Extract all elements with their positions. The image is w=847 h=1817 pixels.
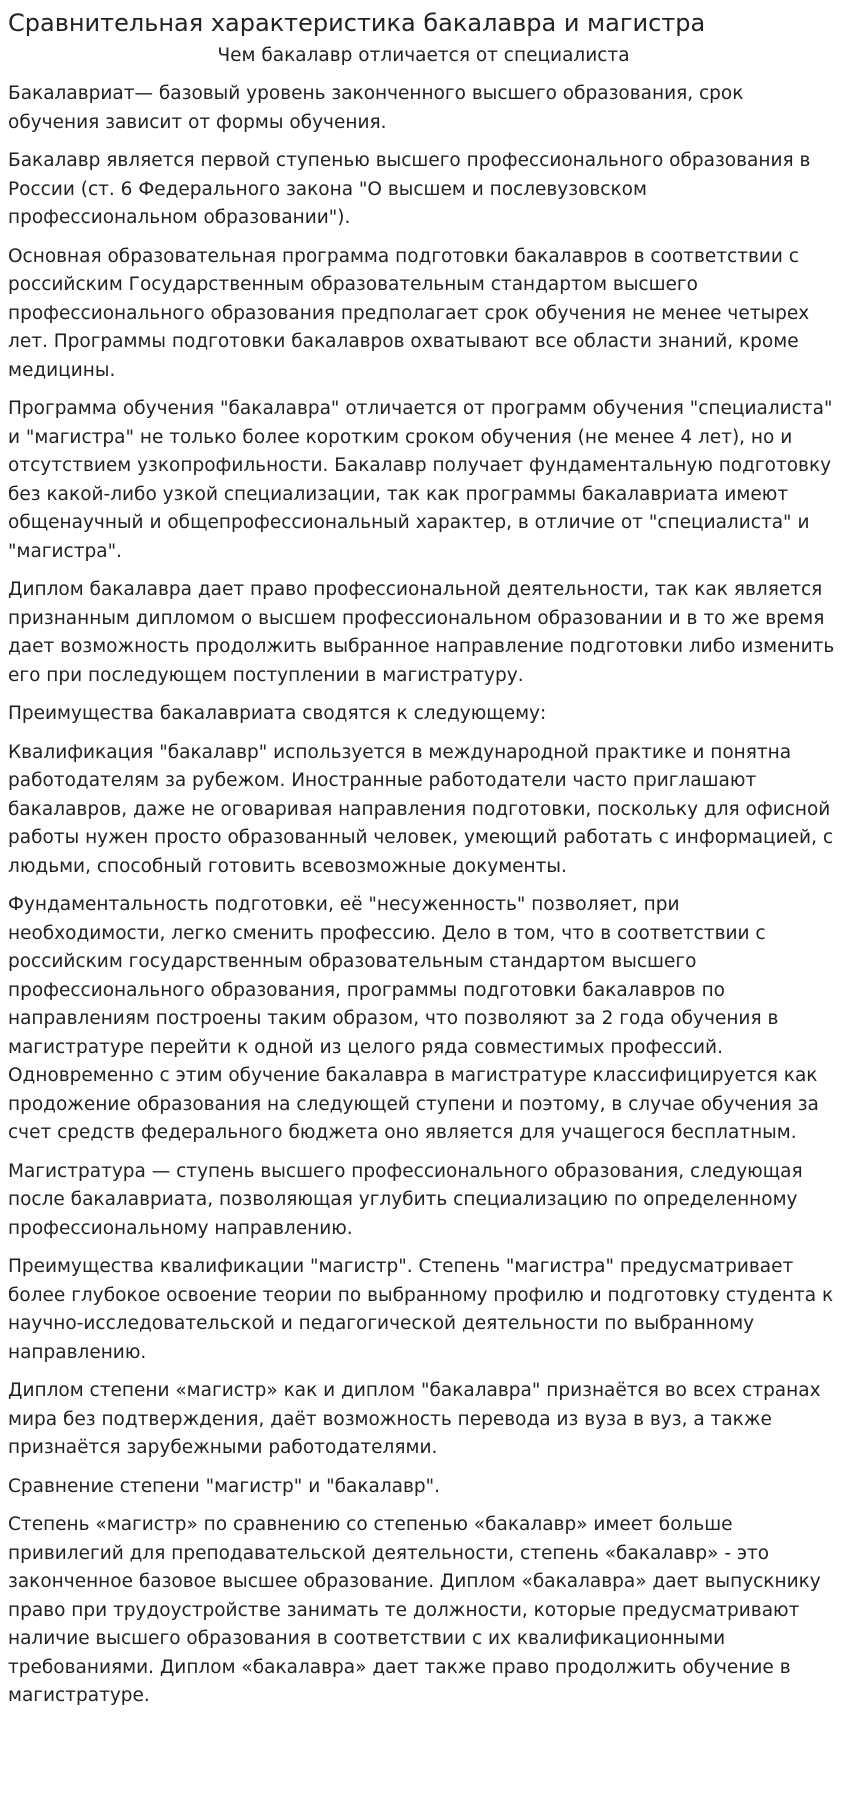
article-title: Сравнительная характеристика бакалавра и магистра	[8, 9, 706, 37]
paragraph-program-duration: Основная образовательная программа подготовки бакалавров в соответствии с российским Государственным образовательным стандартом высшего профессионального образования предполагает срок обучения не менее четырех лет. Программы подготовки бакалавров охватывают все области знаний, кроме медицины.	[8, 245, 810, 381]
paragraph-program-differences: Программа обучения "бакалавра" отличается от программ обучения "специалиста" и "магистра" не только более коротким сроком обучения (не менее 4 лет), но и отсутствием узкопрофильности. Бакалавр получает фундаментальную подготовку без какой-либо узкой специализации, так как программы бакалавриата имеют общенаучный и общепрофессиональный характер, в отличие от "специалиста" и "магистра".	[8, 398, 833, 562]
article-subtitle: Чем бакалавр отличается от специалиста	[217, 45, 630, 66]
paragraph-master-advantages: Преимущества квалификации "магистр". Степень "магистра" предусматривает более глубокое освоение теории по выбранному профилю и подготовку студента к научно-исследовательской и педагогической деятельности по выбранному направлению.	[8, 1256, 834, 1363]
paragraph-comparison-heading: Сравнение степени "магистр" и "бакалавр".	[8, 1475, 441, 1497]
paragraph-master-definition: Магистратура — ступень высшего профессионального образования, следующая после бакалавриата, позволяющая углубить специализацию по определенному профессиональному направлению.	[8, 1160, 803, 1239]
paragraph-comparison: Степень «магистр» по сравнению со степенью «бакалавр» имеет больше привилегий для преподавательской деятельности, степень «бакалавр» - это законченное базовое высшее образование. Диплом «бакалавра» дает выпускнику право при трудоустройстве занимать те должности, которые предусматривают наличие высшего образования в соответствии с их квалификационными требованиями. Диплом «бакалавра» дает также право продолжить обучение в магистратуре.	[8, 1514, 821, 1706]
paragraph-first-level: Бакалавр является первой ступенью высшего профессионального образования в России (ст. 6 Федерального закона "О высшем и послевузовском профессиональном образовании").	[8, 150, 811, 228]
paragraph-advantages-intro: Преимущества бакалавриата сводятся к следующему:	[8, 703, 547, 724]
paragraph-master-diploma: Диплом степени «магистр» как и диплом "бакалавра" признаётся во всех странах мира без подтверждения, даёт возможность перевода из вуза в вуз, а также признаётся зарубежными работодателями.	[8, 1380, 821, 1458]
paragraph-international-practice: Квалификация "бакалавр" используется в международной практике и понятна работодателям за рубежом. Иностранные работодатели часто приглашают бакалавров, даже не оговаривая направления подготовки, поскольку для офисной работы нужен просто образованный человек, умеющий работать с информацией, с людьми, способный готовить всевозможные документы.	[8, 741, 834, 877]
paragraph-bachelor-definition: Бакалавриат— базовый уровень законченного высшего образования, срок обучения зависит от формы обучения.	[8, 83, 744, 133]
paragraph-fundamental-training: Фундаментальность подготовки, её "несуженность" позволяет, при необходимости, легко сменить профессию. Дело в том, что в соответствии с российским государственным образовательным стандартом высшего профессионального образования, программы подготовки бакалавров по направлениям построены таким образом, что позволяют за 2 года обучения в магистратуре перейти к одной из целого ряда совместимых профессий. Одновременно с этим обучение бакалавра в магистратуре классифицируется как продожение образования на следующей ступени и поэтому, в случае обучения за счет средств федерального бюджета оно является для учащегося бесплатным.	[8, 894, 819, 1143]
paragraph-diploma-rights: Диплом бакалавра дает право профессиональной деятельности, так как является признанным дипломом о высшем профессиональном образовании и в то же время дает возможность продолжить выбранное направление подготовки либо изменить его при последующем поступлении в магистратуру.	[8, 579, 835, 686]
